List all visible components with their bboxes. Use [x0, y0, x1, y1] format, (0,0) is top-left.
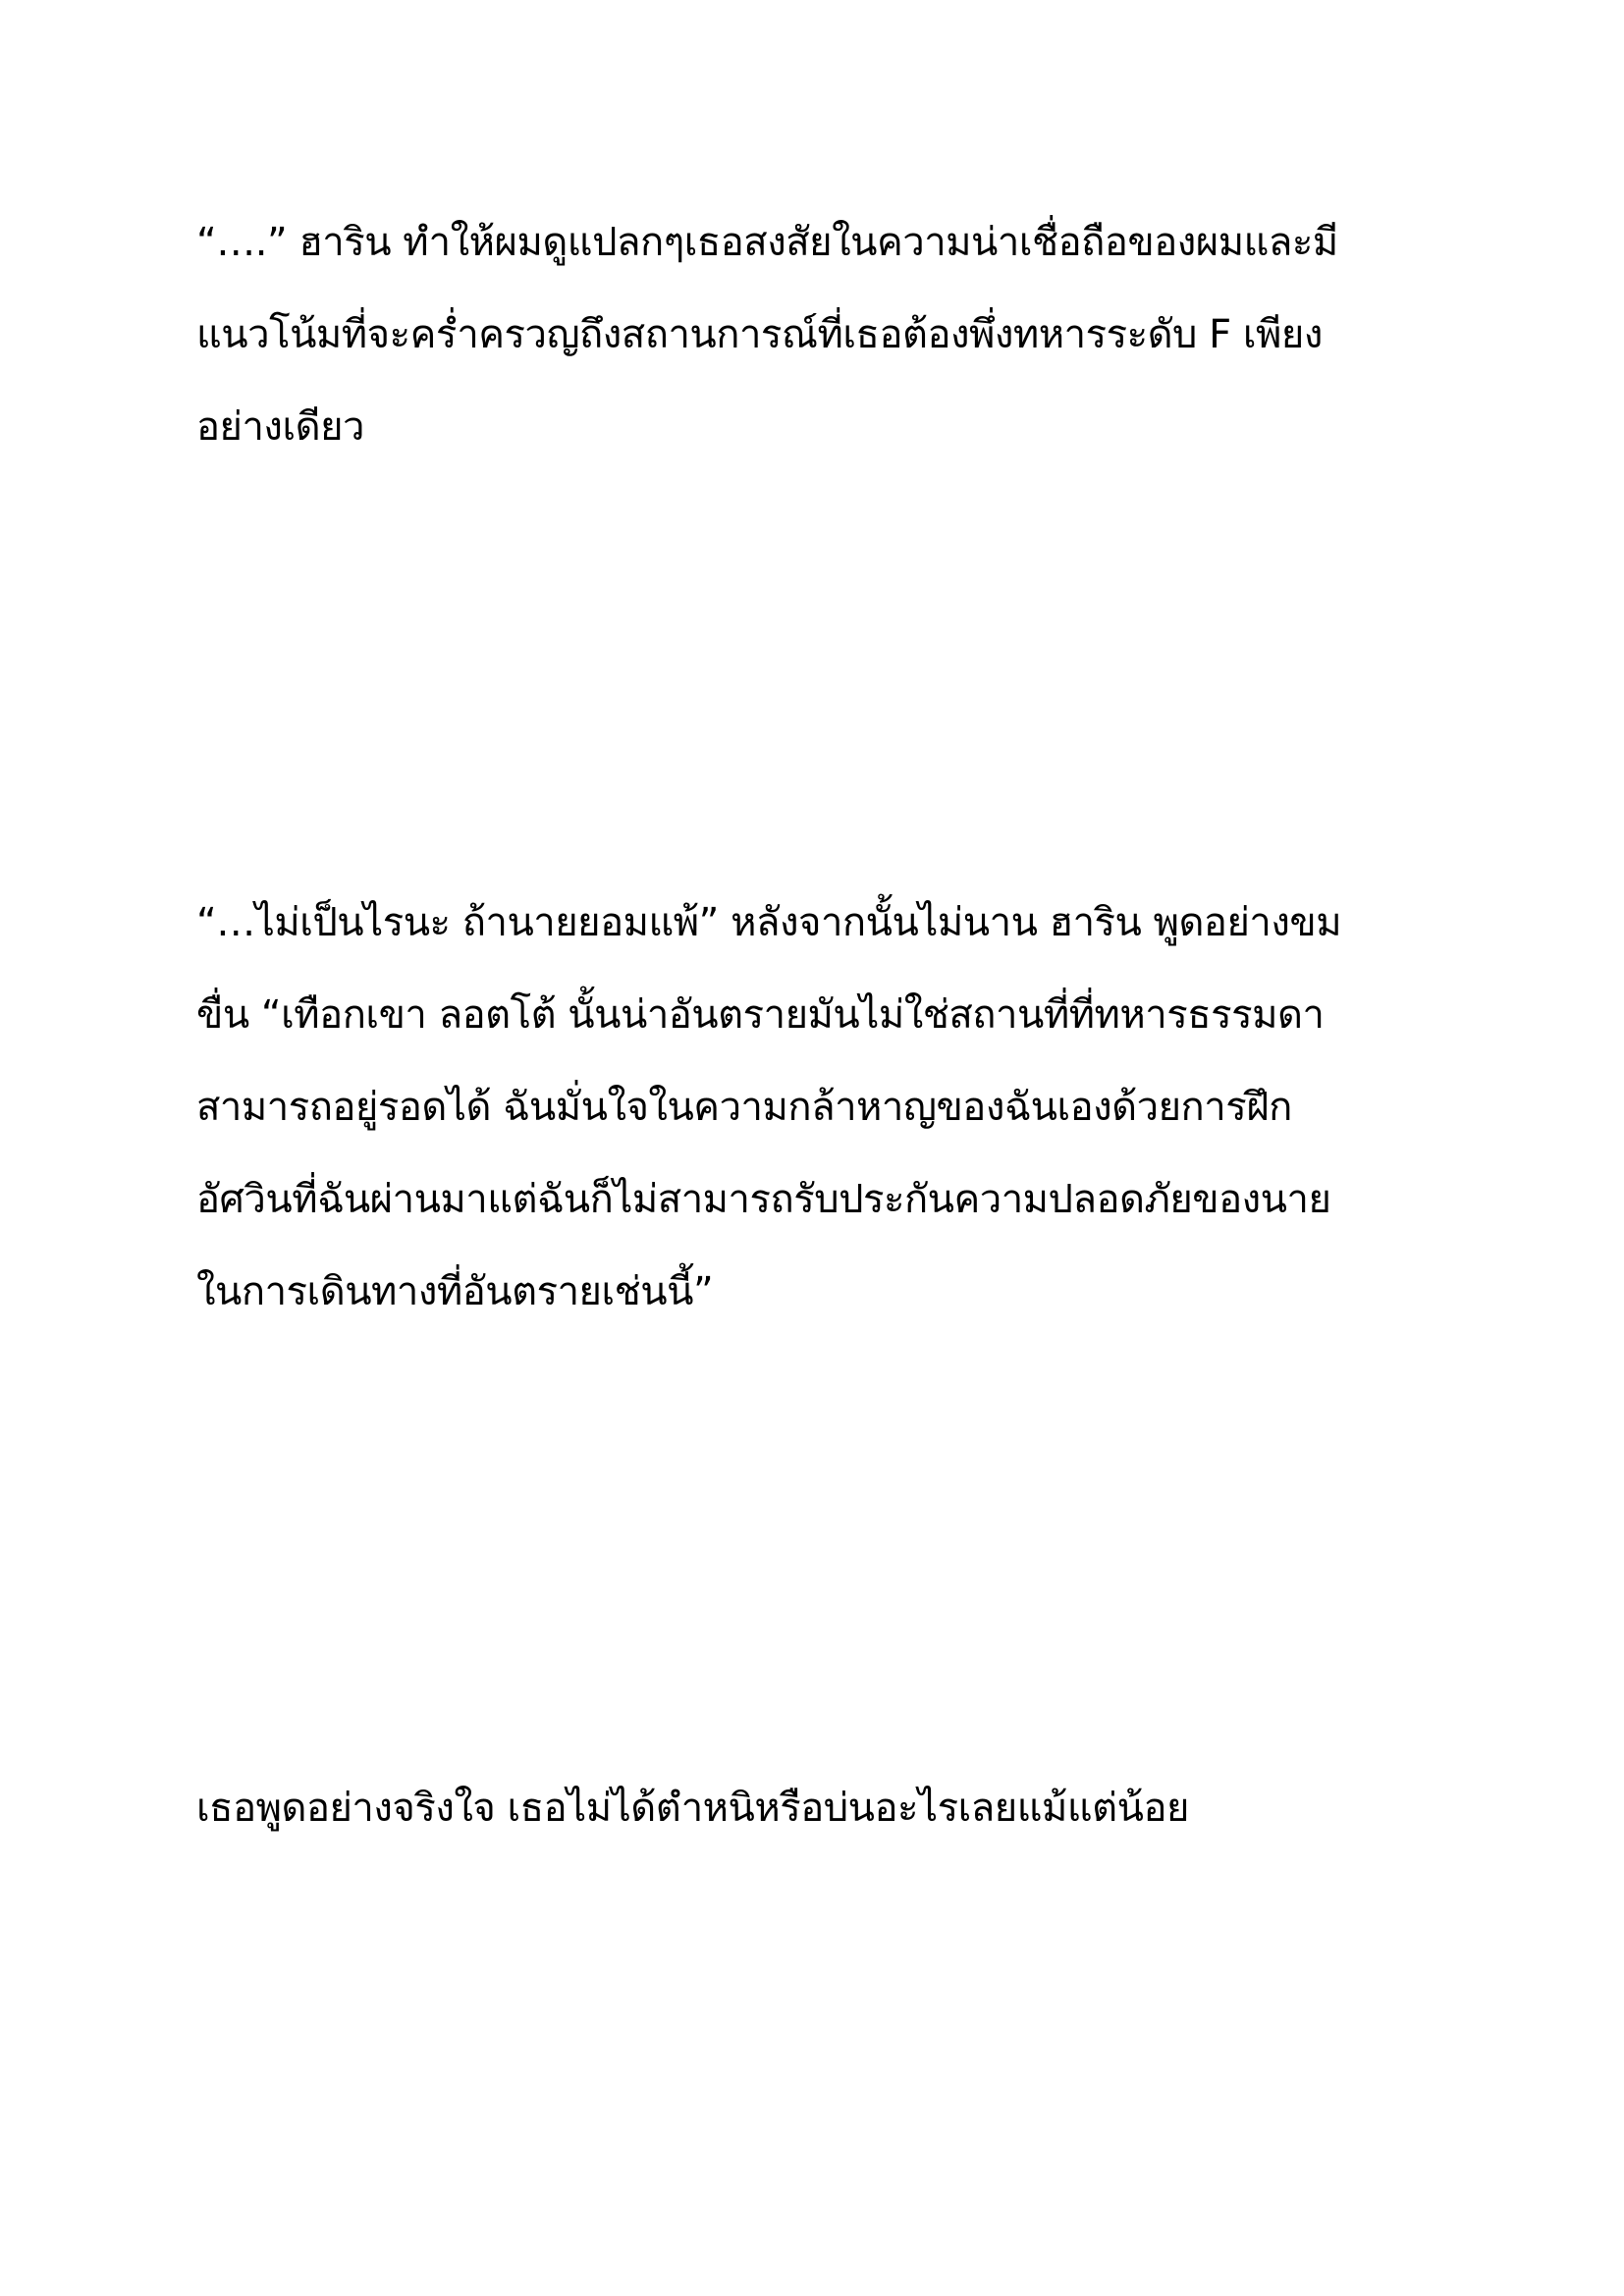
text-line: เธอพูดอย่างจริงใจ เธอไม่ได้ตำหนิหรือบ่นอะไรเลยแม้แต่น้อย [196, 1786, 1189, 1831]
text-line: สามารถอยู่รอดได้ ฉันมั่นใจในความกล้าหาญของฉันเองด้วยการฝึก [196, 1085, 1292, 1130]
text-line: อัศวินที่ฉันผ่านมาแต่ฉันก็ไม่สามารถรับประกันความปลอดภัยของนาย [196, 1177, 1331, 1222]
paragraph-1 [196, 196, 1453, 473]
paragraph-2 [196, 877, 1453, 1338]
text-line: อย่างเดียว [196, 404, 364, 450]
text-line: ในการเดินทางที่อันตรายเช่นนี้” [196, 1269, 714, 1314]
text-line: แนวโน้มที่จะคร่ำครวญถึงสถานการณ์ที่เธอต้องพึ่งทหารระดับ F เพียง [196, 312, 1323, 357]
text-line: ขื่น “เทือกเขา ลอตโต้ นั้นน่าอันตรายมันไม่ใช่สถานที่ที่ทหารธรรมดา [196, 992, 1325, 1038]
text-line: “….” ฮาริน ทำให้ผมดูแปลกๆเธอสงสัยในความน่าเชื่อถือของผมและมี [196, 220, 1338, 265]
text-line: “…ไม่เป็นไรนะ ถ้านายยอมแพ้” หลังจากนั้นไม่นาน ฮาริน พูดอย่างขม [196, 900, 1342, 945]
paragraph-3 [196, 1762, 1453, 1854]
